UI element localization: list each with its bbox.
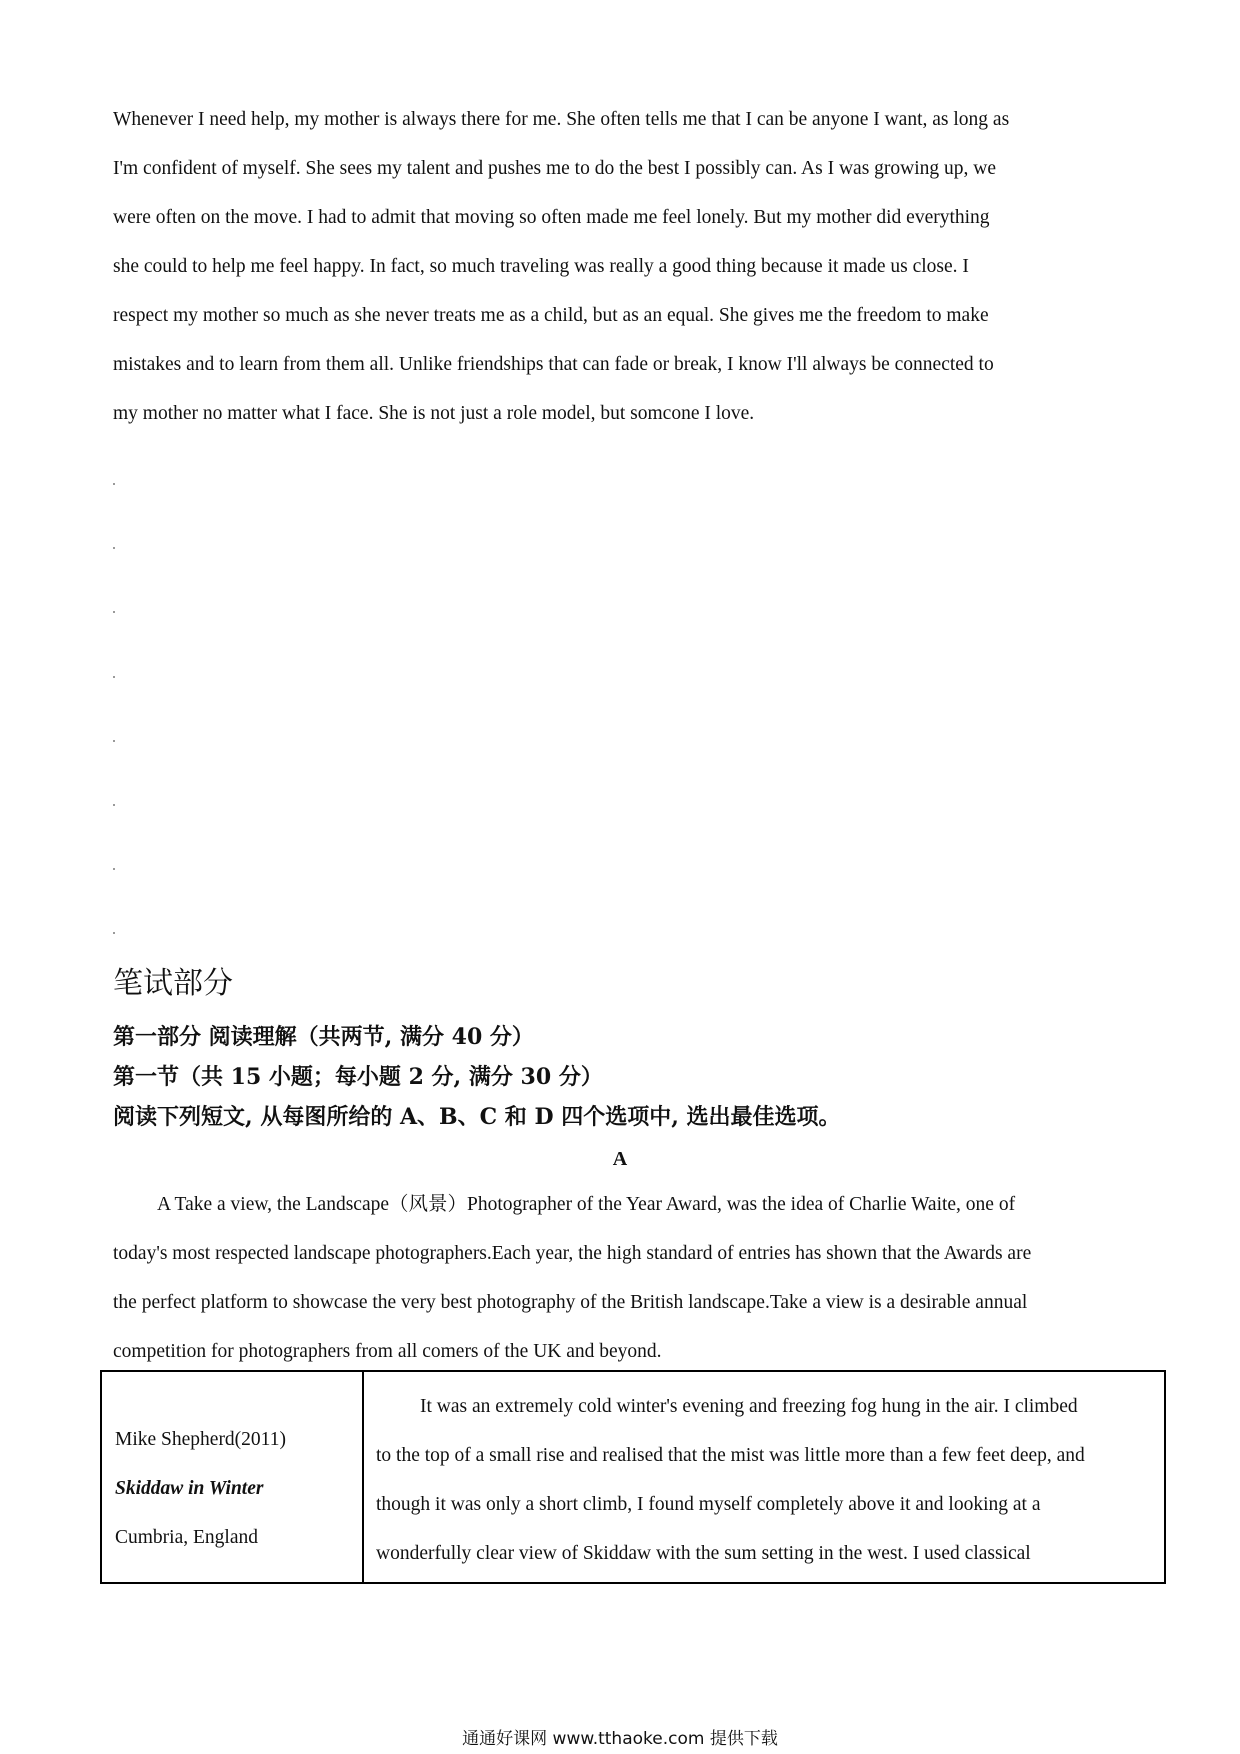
subsection-heading: 第一节（共 15 小题；每小题 2 分, 满分 30 分） — [113, 1064, 603, 1090]
section-title: 笔试部分 — [113, 966, 233, 1001]
blank-line-marker — [113, 676, 115, 678]
entry-text-line: though it was only a short climb, I found myself completely above it and looking at a — [376, 1494, 1041, 1515]
essay-line: mistakes and to learn from them all. Unlike friendships that can fade or break, I know I'll always be connected to — [113, 354, 994, 375]
blank-line-marker — [113, 932, 115, 934]
entry-author: Mike Shepherd(2011) — [115, 1429, 286, 1450]
blank-line-marker — [113, 547, 115, 549]
intro-line: today's most respected landscape photographers.Each year, the high standard of entries has shown that the Awards are — [113, 1243, 1032, 1264]
essay-paragraph — [113, 95, 1128, 438]
entry-description-cell — [364, 1372, 1164, 1582]
essay-line: she could to help me feel happy. In fact, so much traveling was really a good thing because it made us close. I — [113, 256, 969, 277]
blank-line-marker — [113, 740, 115, 742]
passage-intro — [113, 1180, 1133, 1376]
essay-line: were often on the move. I had to admit that moving so often made me feel lonely. But my mother did everything — [113, 207, 990, 228]
entry-location: Cumbria, England — [115, 1527, 258, 1548]
blank-line-marker — [113, 804, 115, 806]
intro-line: A Take a view, the Landscape（风景）Photographer of the Year Award, was the idea of Charlie Waite, one of — [157, 1194, 1016, 1215]
essay-line: my mother no matter what I face. She is not just a role model, but somcone I love. — [113, 403, 755, 424]
page-footer: 通通好课网 www.tthaoke.com 提供下载 — [462, 1729, 778, 1749]
essay-line: I'm confident of myself. She sees my talent and pushes me to do the best I possibly can. As I was growing up, we — [113, 158, 997, 179]
blank-line-marker — [113, 611, 115, 613]
essay-line: Whenever I need help, my mother is always there for me. She often tells me that I can be anyone I want, as long as — [113, 109, 1010, 130]
entry-text-line: to the top of a small rise and realised that the mist was little more than a few feet deep, and — [376, 1445, 1085, 1466]
part-heading: 第一部分 阅读理解（共两节, 满分 40 分） — [113, 1024, 534, 1050]
essay-line: respect my mother so much as she never treats me as a child, but as an equal. She gives me the freedom to make — [113, 305, 989, 326]
entry-table — [100, 1370, 1166, 1584]
entry-title: Skiddaw in Winter — [115, 1478, 264, 1499]
blank-line-marker — [113, 868, 115, 870]
blank-line-marker — [113, 483, 115, 485]
reading-instruction: 阅读下列短文, 从每图所给的 A、B、C 和 D 四个选项中, 选出最佳选项。 — [113, 1104, 841, 1130]
intro-line: competition for photographers from all comers of the UK and beyond. — [113, 1341, 662, 1362]
entry-text-line: It was an extremely cold winter's evening and freezing fog hung in the air. I climbed — [420, 1396, 1078, 1417]
entry-info-cell — [102, 1372, 364, 1582]
entry-text-line: wonderfully clear view of Skiddaw with the sum setting in the west. I used classical — [376, 1543, 1031, 1564]
intro-line: the perfect platform to showcase the very best photography of the British landscape.Take a view is a desirable annual — [113, 1292, 1028, 1313]
passage-letter: A — [612, 1148, 628, 1170]
